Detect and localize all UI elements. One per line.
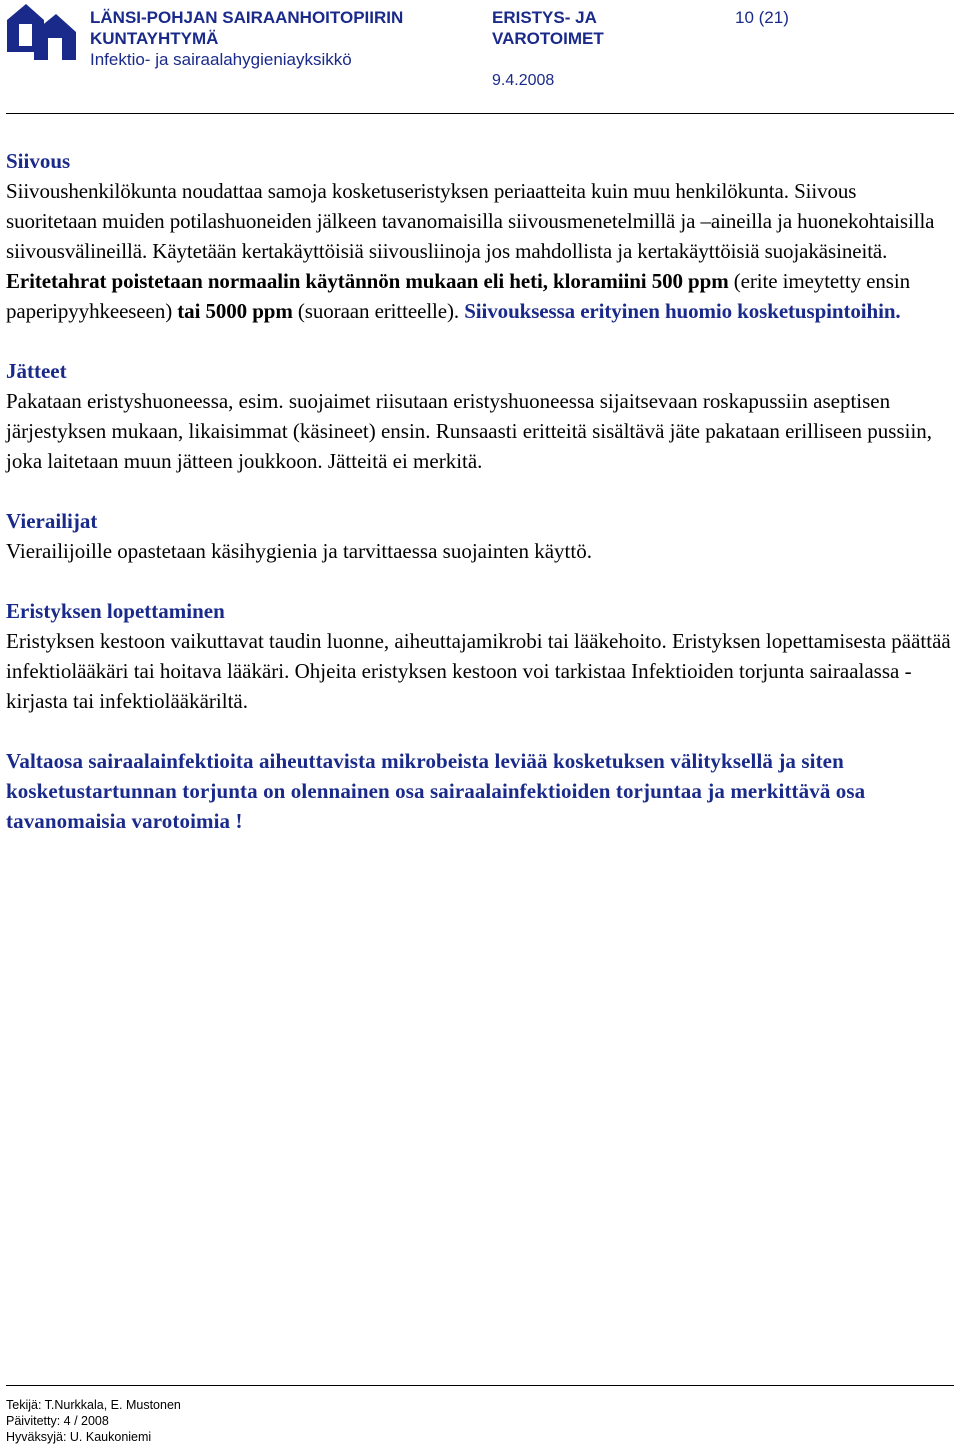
- section-heading-vierailijat: Vierailijat: [6, 509, 98, 533]
- document-body: [6, 146, 952, 836]
- section-siivous: [6, 146, 952, 326]
- org-name-line2: KUNTAYHTYMÄ: [90, 29, 219, 48]
- section-jatteet: [6, 356, 952, 476]
- document-title-line2: VAROTOIMET: [492, 29, 604, 48]
- siivous-bold-2: tai 5000 ppm: [177, 299, 293, 323]
- page-number: 10 (21): [735, 8, 789, 27]
- section-heading-jatteet: Jätteet: [6, 359, 67, 383]
- section-vierailijat: [6, 506, 952, 566]
- header-divider: [6, 113, 954, 114]
- section-heading-lopettaminen: Eristyksen lopettaminen: [6, 599, 225, 623]
- siivous-bold-3: Siivouksessa erityinen huomio kosketuspintoihin.: [464, 299, 901, 323]
- document-title: [492, 7, 604, 49]
- footer-divider: [6, 1385, 954, 1386]
- footer: [6, 1397, 181, 1445]
- unit-name: Infektio- ja sairaalahygieniayksikkö: [90, 50, 352, 69]
- section-text-vierailijat: Vierailijoille opastetaan käsihygienia ja tarvittaessa suojainten käyttö.: [6, 539, 592, 563]
- hospital-district-logo: [4, 2, 78, 62]
- siivous-text-2: (erite imeytetty ensin paperipyyhkeeseen): [6, 269, 910, 323]
- section-text-lopettaminen: Eristyksen kestoon vaikuttavat taudin luonne, aiheuttajamikrobi tai lääkehoito. Eristyksen lopettamisesta päättää infektiolääkäri tai hoitava lääkäri. Ohjeita eristyksen kestoon voi tarkistaa Infektioiden torjunta sairaalassa -kirjasta tai infektiolääkäriltä.: [6, 629, 951, 713]
- section-lopettaminen: [6, 596, 952, 716]
- siivous-text-1: Siivoushenkilökunta noudattaa samoja kosketuseristyksen periaatteita kuin muu henkilökunta. Siivous suoritetaan muiden potilashuoneiden jälkeen tavanomaisilla siivousmenetelmillä ja –aineilla ja huonekohtaisilla siivousvälineillä. Käytetään kertakäyttöisiä siivousliinoja jos mahdollista ja kertakäyttöisiä suojakäsineitä.: [6, 179, 935, 263]
- closing-statement: Valtaosa sairaalainfektioita aiheuttavista mikrobeista leviää kosketuksen välityksellä ja siten kosketustartunnan torjunta on olennainen osa sairaalainfektioiden torjuntaa ja merkittävä osa tavanomaisia varotoimia !: [6, 749, 866, 833]
- footer-author: Tekijä: T.Nurkkala, E. Mustonen: [6, 1398, 181, 1412]
- org-name-line1: LÄNSI-POHJAN SAIRAANHOITOPIIRIN: [90, 8, 404, 27]
- section-heading-siivous: Siivous: [6, 149, 71, 173]
- document-date: 9.4.2008: [492, 72, 555, 89]
- siivous-bold-1: Eritetahrat poistetaan normaalin käytännön mukaan eli heti, kloramiini 500 ppm: [6, 269, 729, 293]
- section-text-siivous: [6, 176, 952, 326]
- document-title-line1: ERISTYS- JA: [492, 8, 597, 27]
- siivous-text-3: (suoraan eritteelle).: [292, 299, 465, 323]
- footer-approved: Hyväksyjä: U. Kaukoniemi: [6, 1430, 152, 1444]
- footer-updated: Päivitetty: 4 / 2008: [6, 1414, 109, 1428]
- organization-name: [90, 7, 403, 70]
- section-text-jatteet: Pakataan eristyshuoneessa, esim. suojaimet riisutaan eristyshuoneessa sijaitsevaan roskapussiin aseptisen järjestyksen mukaan, likaisimmat (käsineet) ensin. Runsaasti eritteitä sisältävä jäte pakataan erilliseen pussiin, joka laitetaan muun jätteen joukkoon. Jätteitä ei merkitä.: [6, 389, 933, 473]
